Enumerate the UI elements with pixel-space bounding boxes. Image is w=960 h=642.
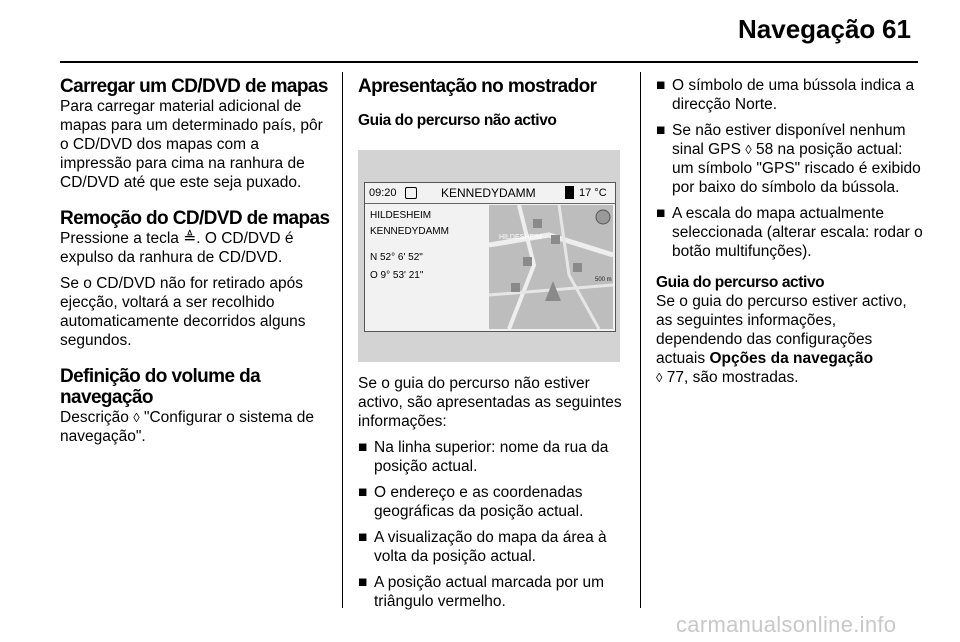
- screen-street-name: KENNEDYDAMM: [441, 186, 536, 200]
- paragraph-auto-reload: Se o CD/DVD não for retirado após ejecção, voltará a ser recolhido automaticamente decorridos alguns segundos.: [60, 275, 306, 349]
- heading-display: Apresentação no mostrador: [358, 76, 597, 97]
- list-item: ■ A visualização do mapa da área à volta da posição actual.: [358, 529, 607, 565]
- gps-icon: [405, 187, 417, 199]
- section-nav-volume: [60, 366, 330, 446]
- heading-nav-volume: Definição do volume da navegação: [60, 366, 261, 408]
- info-bullet-list: [358, 438, 626, 611]
- list-item: ■ Na linha superior: nome da rua da posição actual.: [358, 439, 609, 475]
- reference-arrow-icon: ◊: [133, 410, 140, 425]
- heading-load-map-disc: Carregar um CD/DVD de mapas: [60, 76, 328, 97]
- watermark: carmanualsonline.info: [676, 612, 897, 637]
- navigation-screen-illustration: [358, 150, 620, 362]
- paragraph-load-map-disc: Para carregar material adicional de mapas para um determinado país, pôr o CD/DVD dos mapas com a impressão para cima na ranhura de CD/DVD até que este seja puxado.: [60, 98, 323, 191]
- screen-time: 09:20: [369, 187, 397, 199]
- reference-arrow-icon: ◊: [745, 142, 752, 157]
- paragraph-route-inactive-intro: Se o guia do percurso não estiver activo, são apresentadas as seguintes informações:: [358, 375, 622, 430]
- list-item: ■ Se não estiver disponível nenhum sinal GPS ◊ 58 na posição actual: um símbolo "GPS" riscado é exibido por baixo do símbolo da bússola.: [656, 122, 921, 196]
- screen-top-bar: [365, 183, 615, 204]
- paragraph-route-active: Se o guia do percurso estiver activo, as seguintes informações, dependendo das configurações actuais Opções da navegação ◊ 77, são mostradas.: [656, 293, 907, 386]
- screen-longitude: O 9° 53' 21": [370, 270, 424, 281]
- subheading-route-inactive: Guia do percurso não activo: [358, 112, 557, 129]
- svg-text:HILDESHEIM: HILDESHEIM: [499, 234, 542, 241]
- thermometer-icon: [565, 186, 574, 199]
- screen-city: HILDESHEIM: [370, 210, 432, 221]
- screen-temperature: 17 °C: [579, 187, 607, 199]
- list-item: ■ A posição actual marcada por um triângulo vermelho.: [358, 574, 605, 610]
- screen-street: KENNEDYDAMM: [370, 226, 449, 237]
- column-1: [60, 76, 330, 456]
- list-item: ■ A escala do mapa actualmente seleccionada (alterar escala: rodar o botão multifunções).: [656, 205, 923, 260]
- column-divider-right: [640, 72, 641, 608]
- map-scale: 500 m: [595, 277, 612, 283]
- compass-icon: [596, 210, 610, 224]
- screen-latitude: N 52° 6' 52": [370, 252, 423, 263]
- info-bullet-list-continued: [656, 76, 924, 261]
- heading-remove-map-disc: Remoção do CD/DVD de mapas: [60, 208, 330, 229]
- map-view: [489, 205, 613, 329]
- list-item: ■ O endereço e as coordenadas geográficas da posição actual.: [358, 484, 584, 520]
- paragraph-nav-volume: Descrição ◊ "Configurar o sistema de navegação".: [60, 409, 315, 445]
- section-remove-map-disc: [60, 208, 330, 350]
- page-header-title: Navegação: [738, 14, 876, 44]
- column-2: [358, 76, 626, 618]
- menu-reference: Opções da navegação: [709, 350, 874, 367]
- subheading-route-active: Guia do percurso activo: [656, 274, 825, 291]
- section-load-map-disc: [60, 76, 330, 192]
- eject-icon: ≜: [183, 230, 197, 247]
- column-3: [656, 76, 924, 387]
- paragraph-remove-map-disc: Pressione a tecla ≜. O CD/DVD é expulso da ranhura de CD/DVD.: [60, 230, 294, 266]
- list-item: ■ O símbolo de uma bússola indica a direcção Norte.: [656, 77, 915, 113]
- header-rule: [60, 61, 918, 63]
- screen-display: [364, 182, 616, 332]
- reference-arrow-icon: ◊: [656, 370, 663, 385]
- page-number: 61: [882, 14, 911, 44]
- column-divider-left: [342, 72, 343, 608]
